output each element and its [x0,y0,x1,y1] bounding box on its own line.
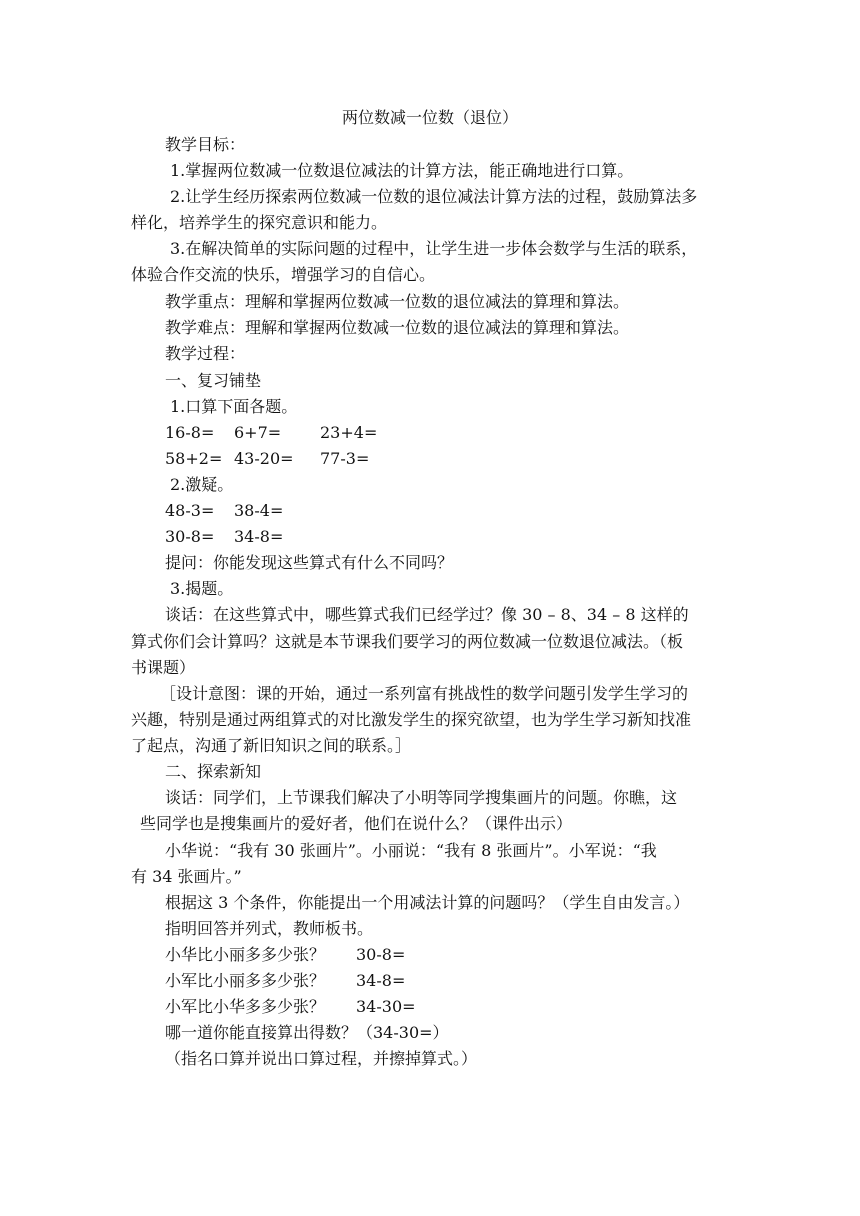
expression: 48-3= [165,501,215,520]
objective-2-line-2: 样化，培养学生的探究意识和能力。 [131,213,388,232]
section-1-heading: 一、复习铺垫 [165,371,262,390]
objective-3-line-2: 体验合作交流的快乐，增强学习的自信心。 [131,265,436,284]
design-intent-line-2: 兴趣，特别是通过两组算式的对比激发学生的探究欲望，也为学生学习新知找准 [131,710,692,729]
design-intent-line-1: ［设计意图：课的开始，通过一系列富有挑战性的数学问题引发学生学习的 [160,684,689,703]
question: 提问：你能发现这些算式有什么不同吗？ [165,553,454,572]
expression: 58+2= [165,449,223,468]
talk-1-line-1: 谈话：在这些算式中，哪些算式我们已经学过？像 30 – 8、34 – 8 这样的 [165,605,689,624]
final-instruction: （指名口算并说出口算过程，并擦掉算式。） [165,1049,478,1068]
section-2-heading: 二、探索新知 [165,762,262,781]
expression: 23+4= [320,423,378,442]
design-intent-line-3: 了起点，沟通了新旧知识之间的联系。］ [131,736,412,755]
talk-1-line-3: 书课题） [131,658,196,677]
item-1: 1.口算下面各题。 [170,397,298,416]
difficult-point: 教学难点：理解和掌握两位数减一位数的退位减法的算理和算法。 [165,318,630,337]
objective-3-line-1: 3.在解决简单的实际问题的过程中，让学生进一步体会数学与生活的联系， [170,239,698,258]
process-heading: 教学过程： [165,344,246,363]
expression: 30-8= [165,527,215,546]
answer-instruction: 指明回答并列式，教师板书。 [165,919,374,938]
expression: 30-8= [356,945,406,964]
objective-1: 1.掌握两位数减一位数退位减法的计算方法，能正确地进行口算。 [170,161,634,180]
question-text: 小军比小丽多多少张？ [165,971,326,990]
question-text: 小华比小丽多多少张？ [165,945,326,964]
question-text: 小军比小华多多少张？ [165,997,326,1016]
expression: 38-4= [234,501,284,520]
objective-2-line-1: 2.让学生经历探索两位数减一位数的退位减法计算方法的过程，鼓励算法多 [170,187,698,206]
expression: 34-8= [234,527,284,546]
item-2: 2.激疑。 [170,475,234,494]
condition-question: 根据这 3 个条件，你能提出一个用减法计算的问题吗？（学生自由发言。） [165,893,690,912]
expression: 77-3= [320,449,370,468]
expression: 43-20= [234,449,294,468]
talk-2-line-2: 些同学也是搜集画片的爱好者，他们在说什么？（课件出示） [140,814,573,833]
expression: 6+7= [234,423,282,442]
said-line-2: 有 34 张画片。” [131,867,242,886]
document-title: 两位数减一位数（退位） [341,108,518,127]
expression: 34-8= [356,971,406,990]
objectives-heading: 教学目标： [165,135,246,154]
talk-1-line-2: 算式你们会计算吗？这就是本节课我们要学习的两位数减一位数退位减法。（板 [131,632,684,651]
talk-2-line-1: 谈话：同学们，上节课我们解决了小明等同学搜集画片的问题。你瞧，这 [165,788,678,807]
said-line-1: 小华说：“我有 30 张画片”。小丽说：“我有 8 张画片”。小军说：“我 [165,841,657,860]
key-point: 教学重点：理解和掌握两位数减一位数的退位减法的算理和算法。 [165,292,630,311]
item-3: 3.揭题。 [170,579,234,598]
expression: 16-8= [165,423,215,442]
expression: 34-30= [356,997,416,1016]
which-question: 哪一道你能直接算出得数？（34-30=） [165,1023,449,1042]
